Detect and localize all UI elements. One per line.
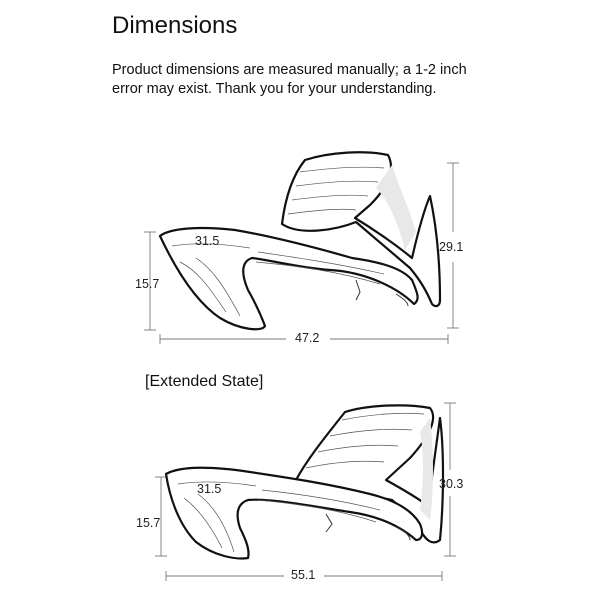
seat-height-label-extended: 15.7 [136, 516, 161, 530]
page-title: Dimensions [112, 12, 238, 39]
total-length-label-normal: 47.2 [295, 331, 320, 345]
seat-depth-label-normal: 31.5 [195, 234, 220, 248]
description-text: Product dimensions are measured manually; a 1-2 inch error may exist. Thank you for your understanding. [112, 62, 467, 97]
seat-depth-label-extended: 31.5 [197, 482, 222, 496]
total-height-label-extended: 30.3 [439, 477, 464, 491]
total-height-label-normal: 29.1 [439, 240, 464, 254]
total-length-label-extended: 55.1 [291, 568, 316, 582]
extended-state-label: [Extended State] [145, 373, 264, 390]
seat-height-label-normal: 15.7 [135, 277, 160, 291]
